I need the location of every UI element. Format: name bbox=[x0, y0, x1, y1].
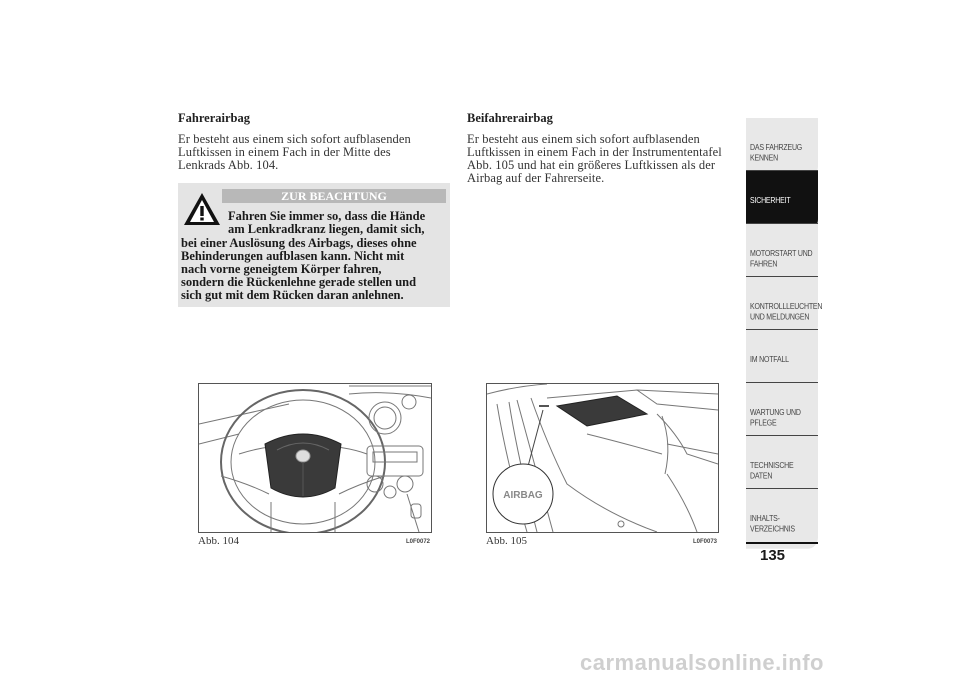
figure-steering-wheel bbox=[198, 383, 432, 533]
airbag-label: AIRBAG bbox=[503, 490, 543, 501]
tab-label: UND MELDUNGEN bbox=[750, 313, 810, 322]
watermark: carmanualsonline.info bbox=[580, 650, 824, 675]
tab-label: VERZEICHNIS bbox=[750, 525, 795, 534]
text-line: Lenkrads Abb. 104. bbox=[178, 158, 279, 172]
warning-line: Fahren Sie immer so, dass die Hände bbox=[228, 209, 426, 223]
section-heading-passenger-airbag: Beifahrerairbag bbox=[467, 111, 553, 125]
text-line: Luftkissen in einem Fach in der Mitte des bbox=[178, 145, 391, 159]
tab-label: DAS FAHRZEUG bbox=[750, 144, 803, 153]
section-heading-driver-airbag: Fahrerairbag bbox=[178, 111, 250, 125]
figure-passenger-airbag bbox=[486, 383, 719, 533]
warning-title: ZUR BEACHTUNG bbox=[222, 189, 446, 203]
tab-das-fahrzeug-kennen[interactable] bbox=[746, 118, 818, 178]
text-line: Er besteht aus einem sich sofort aufblasenden bbox=[467, 132, 700, 146]
tab-label: WARTUNG UND bbox=[750, 409, 801, 418]
tab-label: TECHNISCHE bbox=[750, 462, 794, 471]
text-line: Airbag auf der Fahrerseite. bbox=[467, 171, 605, 185]
tab-label: MOTORSTART UND bbox=[750, 250, 813, 259]
warning-line: Behinderungen aufblasen kann. Nicht mit bbox=[181, 249, 405, 263]
text-line: Er besteht aus einem sich sofort aufblasenden bbox=[178, 132, 411, 146]
tab-label: FAHREN bbox=[750, 260, 778, 269]
figure-caption: Abb. 105 bbox=[486, 535, 527, 547]
warning-line: bei einer Auslösung des Airbags, dieses ohne bbox=[181, 236, 417, 250]
tab-motorstart-und-fahren[interactable] bbox=[746, 224, 818, 284]
warning-line: nach vorne geneigtem Körper fahren, bbox=[181, 262, 382, 276]
tab-label: KENNEN bbox=[750, 154, 778, 163]
tab-label: KONTROLLLEUCHTEN bbox=[750, 303, 823, 312]
tab-wartung-und-pflege[interactable] bbox=[746, 383, 818, 443]
tab-inhaltsverzeichnis[interactable] bbox=[746, 489, 818, 549]
tab-label: DATEN bbox=[750, 472, 773, 481]
warning-triangle-icon bbox=[182, 191, 222, 227]
text-line: Luftkissen in einem Fach in der Instrumententafel bbox=[467, 145, 722, 159]
warning-line: sich gut mit dem Rücken daran anlehnen. bbox=[181, 288, 404, 302]
figure-code: L0F0072 bbox=[406, 539, 431, 545]
warning-line: sondern die Rückenlehne gerade stellen und bbox=[181, 275, 417, 289]
tab-technische-daten[interactable] bbox=[746, 436, 818, 496]
tab-sicherheit[interactable] bbox=[746, 171, 818, 231]
tab-label: IM NOTFALL bbox=[750, 356, 789, 365]
tab-label: SICHERHEIT bbox=[750, 197, 791, 206]
tab-kontrollleuchten[interactable] bbox=[746, 277, 823, 337]
page-number-rule bbox=[746, 542, 818, 544]
page-number: 135 bbox=[760, 547, 786, 564]
warning-line: am Lenkradkranz liegen, damit sich, bbox=[228, 222, 425, 236]
warning-box bbox=[178, 183, 450, 307]
figure-caption: Abb. 104 bbox=[198, 535, 239, 547]
figure-code: L0F0073 bbox=[693, 539, 718, 545]
tab-label: PFLEGE bbox=[750, 419, 777, 428]
tab-im-notfall[interactable] bbox=[746, 330, 818, 390]
text-line: Abb. 105 und hat ein größeres Luftkissen als der bbox=[467, 158, 716, 172]
tab-label: INHALTS- bbox=[750, 515, 780, 524]
